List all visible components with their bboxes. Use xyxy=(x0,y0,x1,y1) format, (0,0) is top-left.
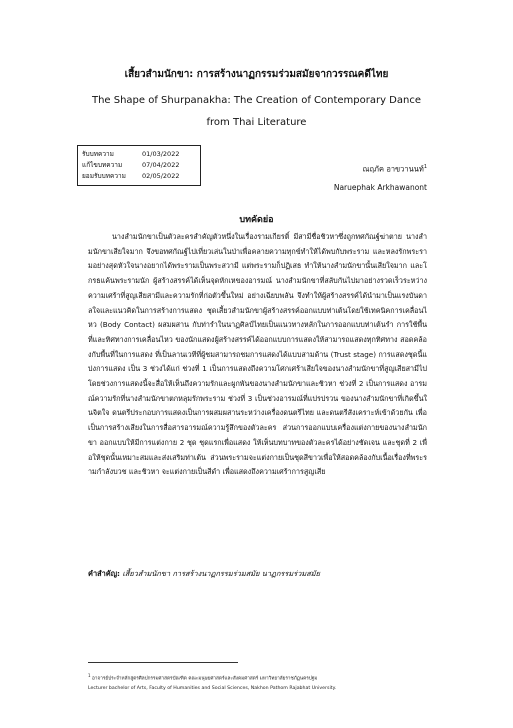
footnote-separator xyxy=(88,662,238,663)
author-block xyxy=(334,158,427,197)
submission-dates-box xyxy=(77,145,201,186)
date-value: 07/04/2022 xyxy=(142,161,180,169)
title-english-line-2: from Thai Literature xyxy=(206,117,307,128)
accepted-date-row xyxy=(82,171,196,182)
date-label: ยอมรับบทความ xyxy=(82,172,126,180)
received-date-row xyxy=(82,149,196,160)
author-name-thai: ณฤภัค อาขวานนท์$^1$ xyxy=(362,164,427,174)
title-thai: เสี้ยวสำมนักขา: การสร้างนาฏกรรมร่วมสมัยจากวรรณคดีไทย xyxy=(124,69,389,80)
author-footnote-mark: 1 xyxy=(423,164,427,170)
date-value: 02/05/2022 xyxy=(142,172,180,180)
footnote-mark: 1 xyxy=(88,673,91,678)
footnote-english: Lecturer bachelor of Arts, Faculty of Humanities and Social Sciences, Nakhon Pathom Rajabhat University. xyxy=(88,685,337,691)
abstract-body: นางสำมนักขาเป็นตัวละครสำคัญตัวหนึ่งในเรื่องรามเกียรติ์ มีสามีชื่อชิวหาซึ่งถูกทศกัณฐ์ฆ่าตาย นางสำมนักขาเสียใจมาก จึงขอทศกัณฐ์ไปเที่ยวเล่นในป่าเพื่อคลายความทุกข์ทำให้ได้พบกับพระราม และหลงรักพระรามอย่างสุดหัวใจนางอยากได้พระรามเป็นพระสวามี แต่พระรามก็ปฏิเสธ ทำให้นางสำมนักขานั้นเสียใจมาก และโกรธแค้นพระรามนัก ผู้สร้างสรรค์ได้เห็นจุดหักเหของอารมณ์ นางสำมนักขาที่สลับกันไปมาอย่างรวดเร็วระหว่างความเศร้าที่สูญเสียสามีและความรักที่ก่อตัวขึ้นใหม่ อย่างเฉียบพลัน จึงทำให้ผู้สร้างสรรค์ได้นำมาเป็นแรงบันดาลใจและแนวคิดในการสร้างการแสดง ชุดเสี้ยวสำมนักขาผู้สร้างสรรค์ออกแบบท่าเต้นโดยใช้เทคนิคการเคลื่อนไหว (Body Contact) ผสมผสาน กับท่ารำในนาฏศิลป์ไทยเป็นแนวทางหลักในการออกแบบท่าเต้นรำ การใช้พื้นที่และทิศทางการเคลื่อนไหว ของนักแสดงผู้สร้างสรรค์ได้ออกแบบการแสดงให้สามารถแสดงทุกทิศทาง สอดคล้องกับพื้นที่ในการแสดง ที่เป็นลานเวทีที่ผู้ชมสามารถชมการแสดงได้แบบสามด้าน (Trust stage) การแสดงชุดนี้แบ่งการแสดง เป็น 3 ช่วงได้แก่ ช่วงที่ 1 เป็นการแสดงถึงความโศกเศร้าเสียใจของนางสำมนักขาที่สูญเสียสามีไป โดยช่วงการแสดงนี้จะสื่อให้เห็นถึงความรักและผูกพันของนางสำมนักขาและชิวหา ช่วงที่ 2 เป็นการแสดง อารมณ์ความรักที่นางสำมนักขาตกหลุมรักพระราม ช่วงที่ 3 เป็นช่วงอารมณ์ที่แปรปรวน ของนางสำมนักขาที่เกิดขึ้นในจิตใจ ดนตรีประกอบการแสดงเป็นการผสมผสานระหว่างเครื่องดนตรีไทย และดนตรีสังเคราะห์เข้าด้วยกัน เพื่อเป็นการสร้างเสียงในการสื่อสารอารมณ์ความรู้สึกของตัวละคร ส่วนการออกแบบเครื่องแต่งกายของนางสำมนักขา ออกแบบให้มีการแต่งกาย 2 ชุด ชุดแรกเพื่อแสดง ให้เห็นบทบาทของตัวละครได้อย่างชัดเจน และชุดที่ 2 เพื่อให้ชุดนั้นเหมาะสมและส่งเสริมท่าเต้น ส่วนพระรามจะแต่งกายเป็นชุดสีขาวเพื่อให้สอดคล้องกับเนื้อเรื่องที่พระรามกำลังบวช และชิวหา จะแต่งกายเป็นสีดำ เพื่อแสดงถึงความเศร้าการสูญเสีย xyxy=(88,232,427,477)
date-value: 01/03/2022 xyxy=(142,150,180,158)
footnote xyxy=(88,671,433,693)
footnote-thai: $^1$ อาจารย์ประจำหลักสูตรศิลปกรรมศาสตรบัณฑิต คณะมนุษยศาสตร์และสังคมศาสตร์ มหาวิทยาลัยราชภัฏนครปฐม xyxy=(88,673,318,682)
keywords-label: คำสำคัญ: xyxy=(88,569,120,578)
revised-date-row xyxy=(82,160,196,171)
author-name-english: Naruephak Arkhawanont xyxy=(333,182,427,192)
title-english-line-1: The Shape of Shurpanakha: The Creation of Contemporary Dance xyxy=(91,95,422,106)
abstract-heading: บทคัดย่อ xyxy=(239,215,274,225)
keywords-line xyxy=(88,568,427,580)
keywords-text: เสี้ยวสำมนักขา การสร้างนาฏกรรมร่วมสมัย นาฏกรรมร่วมสมัย xyxy=(122,569,320,578)
date-label: รับบทความ xyxy=(82,150,114,158)
date-label: แก้ไขบทความ xyxy=(82,161,123,169)
